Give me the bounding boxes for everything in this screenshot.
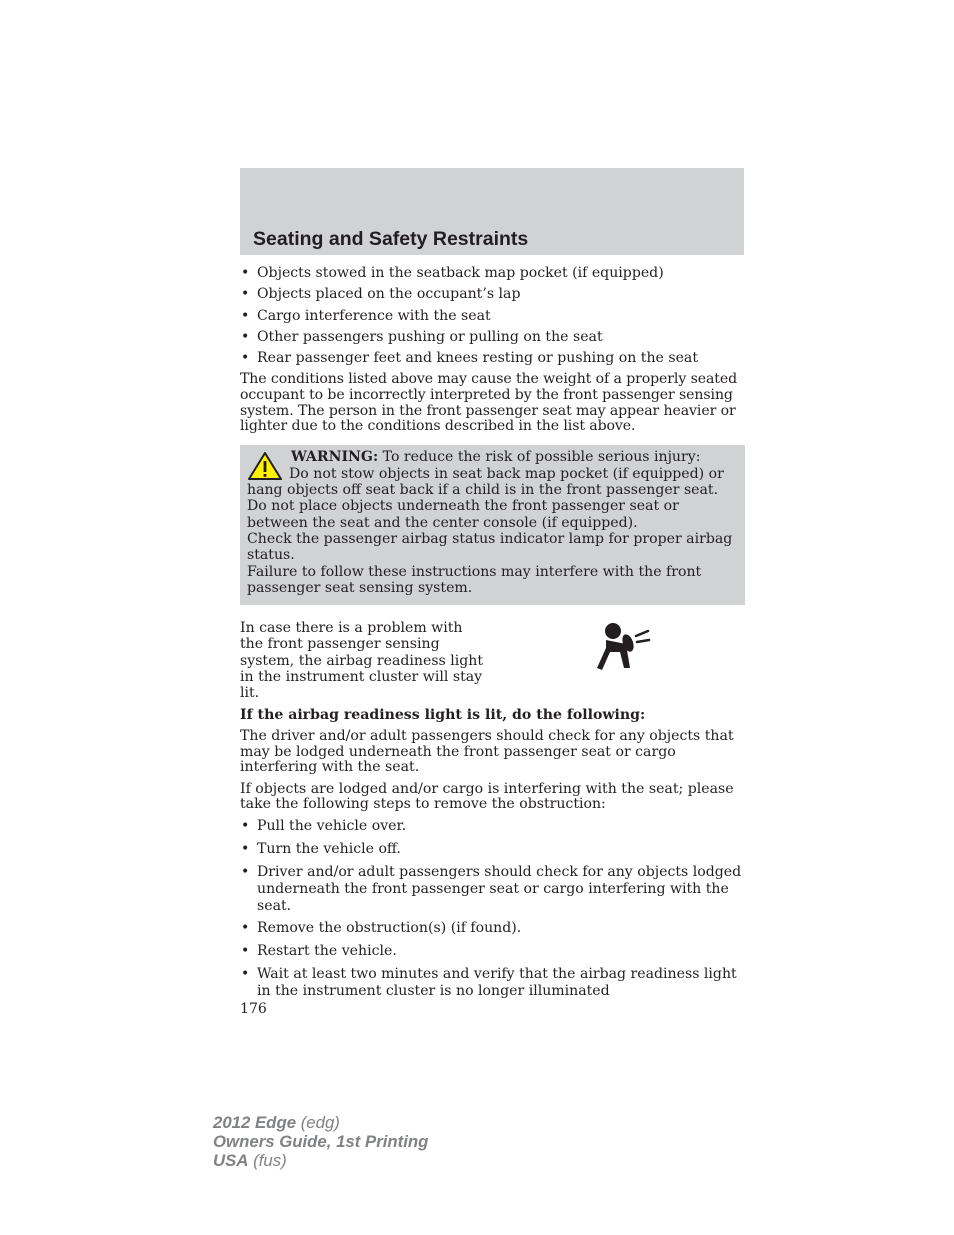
warning-line: Do not place objects underneath the front passenger seat or between the seat and the center console (if equipped).	[247, 498, 679, 531]
list-item: • Restart the vehicle.	[240, 943, 745, 960]
conditions-list	[240, 266, 745, 367]
list-item: • Objects stowed in the seatback map pocket (if equipped)	[240, 266, 745, 282]
footer-model-code: (edg)	[300, 1113, 340, 1132]
list-item: • Cargo interference with the seat	[240, 309, 745, 325]
document-footer	[213, 1113, 428, 1170]
footer-guide: Owners Guide, 1st Printing	[213, 1132, 429, 1151]
list-item: • Other passengers pushing or pulling on the seat	[240, 330, 745, 346]
page-number: 176	[240, 1000, 267, 1017]
list-item: • Driver and/or adult passengers should check for any objects lodged underneath the front passenger seat or cargo interfering with the seat.	[240, 864, 745, 915]
footer-region-code: (fus)	[253, 1151, 287, 1170]
airbag-readiness-row	[240, 620, 745, 701]
footer-region: USA	[213, 1151, 249, 1170]
warning-label: WARNING:	[291, 448, 379, 465]
footer-model: 2012 Edge	[213, 1113, 297, 1132]
warning-line: Check the passenger airbag status indicator lamp for proper airbag status.	[247, 530, 733, 564]
airbag-paragraph: In case there is a problem with the front passenger sensing system, the airbag readiness light in the instrument cluster will stay lit.	[240, 620, 484, 702]
page-content	[240, 266, 745, 1017]
driver-paragraph: The driver and/or adult passengers should check for any objects that may be lodged underneath the front passenger seat or cargo interfering with the seat.	[240, 728, 734, 776]
warning-line: Do not stow objects in seat back map pocket (if equipped) or hang objects off seat back if a child is in the front passenger seat.	[247, 465, 724, 499]
warning-line: Failure to follow these instructions may interfere with the front passenger seat sensing system.	[247, 563, 702, 596]
section-header-band	[240, 168, 744, 255]
warning-triangle-icon	[247, 451, 283, 481]
list-item: • Rear passenger feet and knees resting or pushing on the seat	[240, 351, 745, 367]
list-item: • Remove the obstruction(s) (if found).	[240, 920, 745, 937]
list-item: • Objects placed on the occupant’s lap	[240, 287, 745, 303]
list-item: • Wait at least two minutes and verify that the airbag readiness light in the instrument cluster is no longer illuminated	[240, 966, 745, 1000]
section-title: Seating and Safety Restraints	[253, 228, 529, 250]
lodged-paragraph: If objects are lodged and/or cargo is interfering with the seat; please take the following steps to remove the obstruction:	[240, 780, 734, 813]
warning-box	[240, 445, 745, 605]
list-item: • Pull the vehicle over.	[240, 818, 745, 835]
list-item: • Turn the vehicle off.	[240, 841, 745, 858]
steps-list	[240, 818, 745, 999]
conditions-paragraph: The conditions listed above may cause the weight of a properly seated occupant to be incorrectly interpreted by the front passenger sensing system. The person in the front passenger seat may appear heavier or lighter due to the conditions described in the list above.	[240, 371, 737, 435]
lit-heading: If the airbag readiness light is lit, do the following:	[240, 706, 646, 723]
airbag-readiness-icon	[596, 622, 652, 672]
warning-lead: To reduce the risk of possible serious injury:	[382, 448, 701, 465]
